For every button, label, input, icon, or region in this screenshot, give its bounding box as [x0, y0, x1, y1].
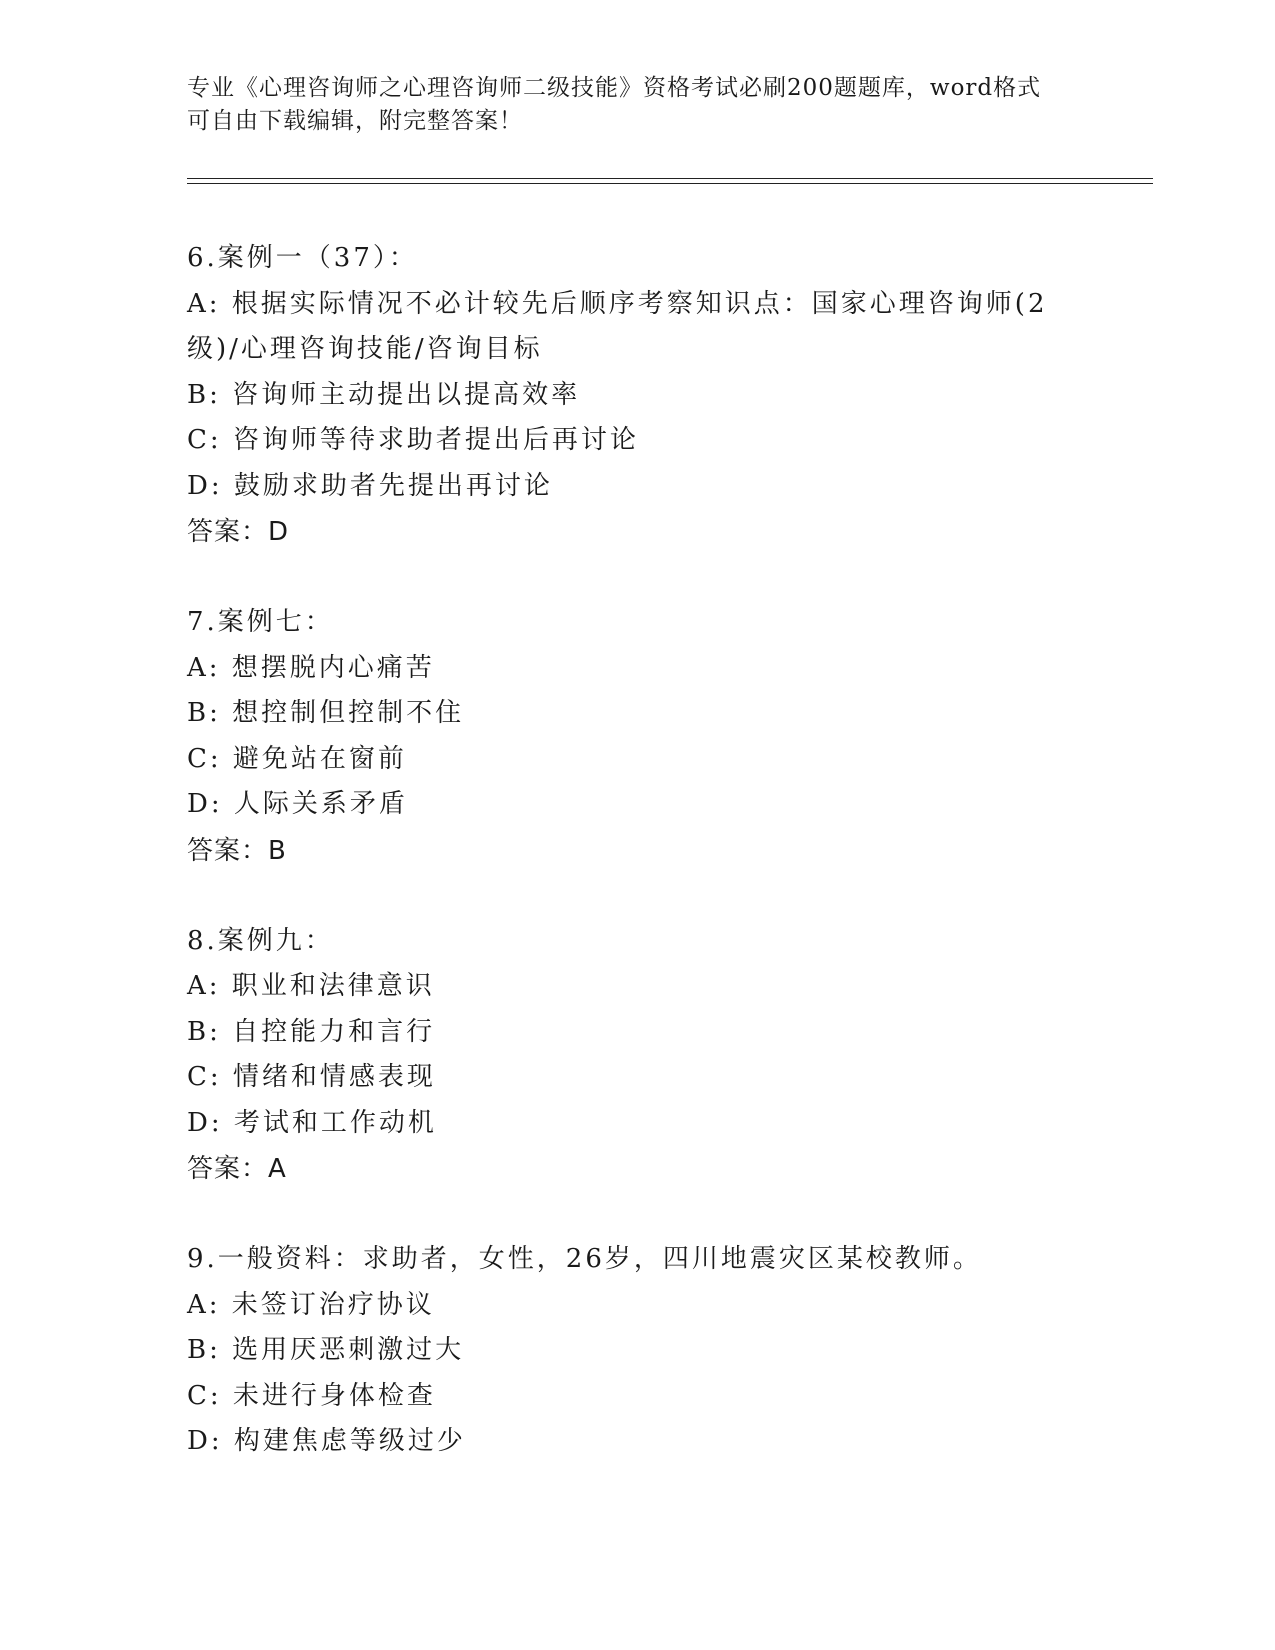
document-header — [187, 72, 1087, 138]
option-c: C: 避免站在窗前 — [187, 743, 407, 774]
header-double-rule — [187, 178, 1153, 184]
header-line-1: 专业《心理咨询师之心理咨询师二级技能》资格考试必刷200题题库，word格式 — [187, 75, 1042, 101]
option-b: B: 咨询师主动提出以提高效率 — [187, 379, 581, 410]
option-d: D: 考试和工作动机 — [187, 1107, 437, 1138]
option-c: C: 未进行身体检查 — [187, 1380, 436, 1411]
option-a: A: 想摆脱内心痛苦 — [187, 652, 435, 683]
option-a: A: 职业和法律意识 — [187, 971, 435, 1001]
answer: 答案：A — [187, 1154, 287, 1184]
question-list — [187, 236, 1147, 1510]
option-b: B: 选用厌恶刺激过大 — [187, 1335, 465, 1365]
option-d: D: 构建焦虑等级过少 — [187, 1426, 466, 1456]
question-8 — [187, 919, 1147, 1193]
header-line-2: 可自由下载编辑，附完整答案！ — [187, 108, 523, 134]
question-stem: 8.案例九： — [187, 925, 334, 956]
option-c: C: 咨询师等待求助者提出后再讨论 — [187, 425, 639, 455]
option-b: B: 自控能力和言行 — [187, 1016, 436, 1047]
option-c: C: 情绪和情感表现 — [187, 1062, 436, 1092]
option-b: B: 想控制但控制不住 — [187, 698, 465, 728]
answer: 答案：B — [187, 835, 287, 866]
question-stem: 7.案例七： — [187, 607, 334, 637]
question-6 — [187, 236, 1147, 555]
option-d: D: 人际关系矛盾 — [187, 789, 408, 819]
answer: 答案：D — [187, 517, 290, 547]
question-9 — [187, 1237, 1147, 1465]
option-d: D: 鼓励求助者先提出再讨论 — [187, 470, 553, 501]
question-stem: 9.一般资料：求助者，女性，26岁，四川地震灾区某校教师。 — [187, 1244, 982, 1274]
option-a: A: 未签订治疗协议 — [187, 1289, 435, 1320]
option-a: A: 根据实际情况不必计较先后顺序考察知识点：国家心理咨询师(2级)/心理咨询技能/咨询目标 — [187, 288, 1048, 364]
question-7 — [187, 600, 1147, 874]
question-stem: 6.案例一（37）： — [187, 243, 418, 273]
